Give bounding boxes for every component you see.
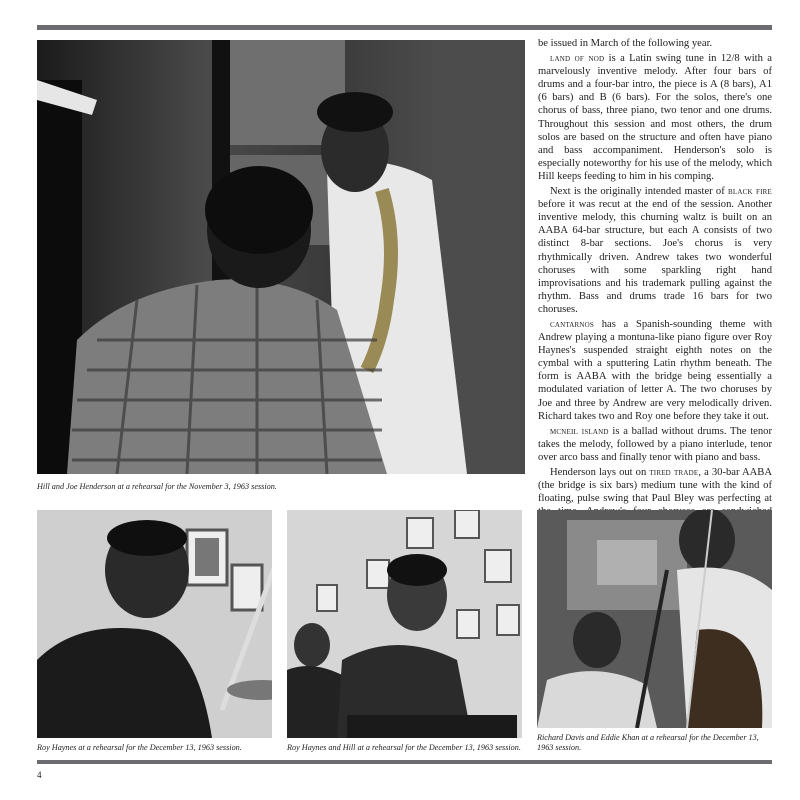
article-paragraph: land of nod is a Latin swing tune in 12/8 with a marvelously inventive melody. After four bars of drums and a four-bar intro, the piece is A (8 bars), A1 (6 bars) and B (6 bars). For the solos, there's one chorus of bass, three piano, two tenor and one drums. Throughout this session and most others, the drum solos are based on the structure and often have piano and bass accompaniment. Henderson's solo is especially noteworthy for his use of the melody, which Hill keeps feeding to him in his comping.	[538, 53, 772, 182]
main-photo-caption: Hill and Joe Henderson at a rehearsal for the November 3, 1963 session.	[37, 482, 277, 491]
main-photo	[37, 40, 525, 474]
article-paragraph: cantarnos has a Spanish-sounding theme with Andrew playing a montuna-like piano figure over Roy Haynes's suspended straight eighth notes on the cymbal with a sputtering Latin rhythm beneath. The form is AABA with the bridge being essentially a modulated variation of letter A. The two choruses by Joe and three by Andrew are very melodically driven. Richard takes two and Roy one before they take it out.	[538, 318, 772, 422]
top-rule	[37, 25, 772, 30]
tune-title: black fire	[728, 186, 772, 198]
haynes-hill-photo	[287, 510, 522, 738]
haynes-hill-photo-caption: Roy Haynes and Hill at a rehearsal for the December 13, 1963 session.	[287, 743, 521, 752]
tune-title: mcneil island	[550, 425, 609, 437]
article-paragraph: mcneil island is a ballad without drums. The tenor takes the melody, followed by a piano interlude, tenor over arco bass and finally tenor with piano and bass.	[538, 425, 772, 463]
davis-khan-photo-caption: Richard Davis and Eddie Khan at a rehearsal for the December 13, 1963 session.	[537, 733, 759, 752]
tune-title: tired trade	[649, 467, 699, 478]
davis-khan-photo	[537, 510, 772, 728]
tune-title: land of nod	[550, 53, 605, 65]
drummer-photo-caption: Roy Haynes at a rehearsal for the December 13, 1963 session.	[37, 743, 242, 752]
drummer-photo	[37, 510, 272, 738]
bottom-rule	[37, 760, 772, 764]
tune-title: cantarnos	[550, 318, 595, 330]
page-number: 4	[37, 770, 42, 780]
article-paragraph: Henderson lays out on tired trade, a 30-bar AABA (the bridge is six bars) medium tune with the kind of floating, pulse swing that Paul Bley was perfecting at	[538, 467, 772, 505]
article-paragraph: be issued in March of the following year.	[538, 38, 713, 49]
article-paragraph: Next is the originally intended master of black fire before it was recut at the end of the session. Another inventive melody, this churning waltz is built on an AABA 64-bar structure, but each A consists of two distinct 8-bar sections. Joe's chorus is very rhythmically driven. Andrew takes two wonderful choruses with some sparkling right hand improvisations and his trademark pulling against the rhythm. Bass and drums trade 16 bars for two choruses.	[538, 186, 772, 315]
